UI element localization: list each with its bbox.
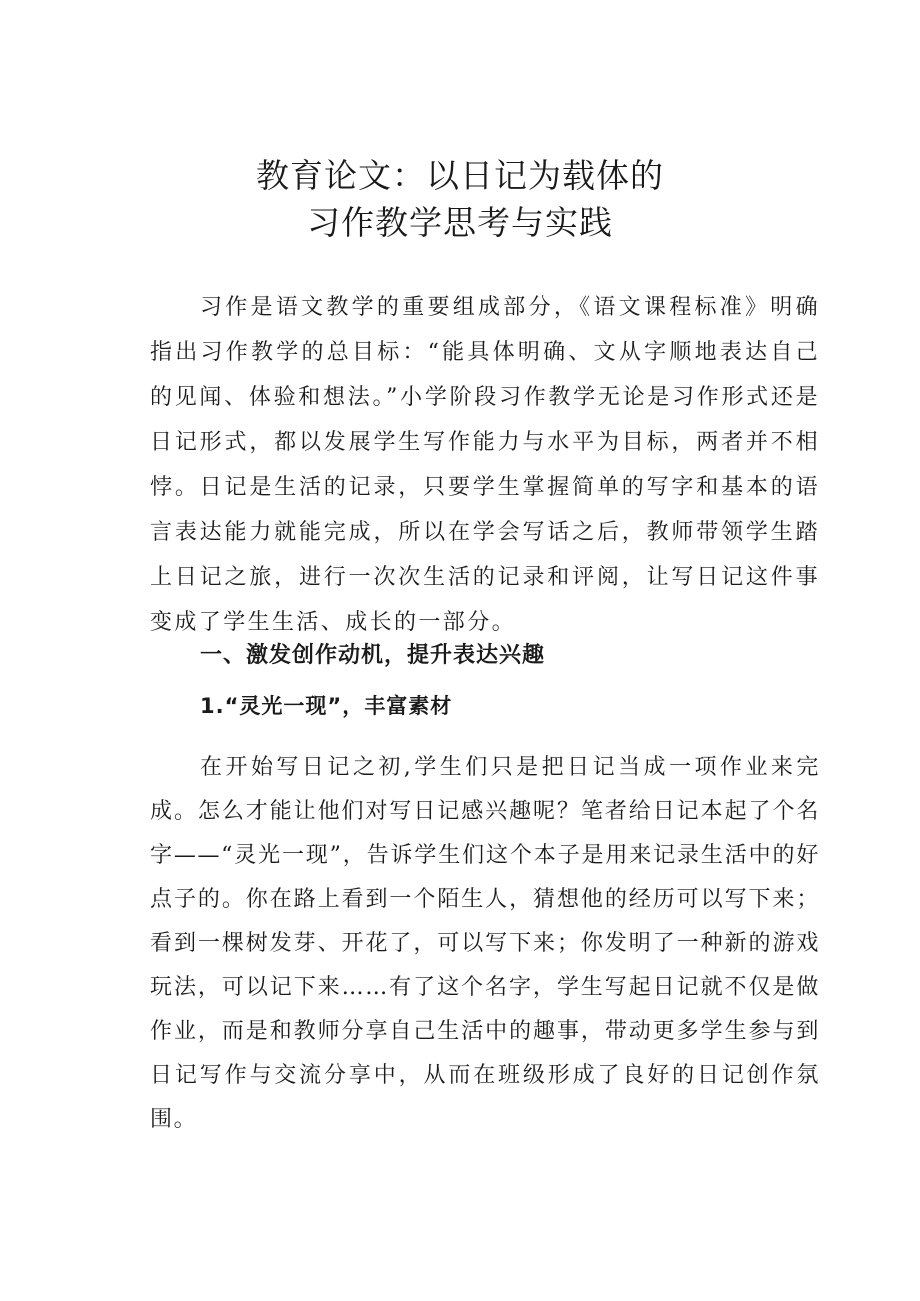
intro-paragraph: 习作是语文教学的重要组成部分，《语文课程标准》明确指出习作教学的总目标：“能具体明确、文从字顺地表达自己的见闻、体验和想法。”小学阶段习作教学无论是习作形式还是日记形式，都以发展学生写作能力与水平为目标，两者并不相悖。日记是生活的记录，只要学生掌握简单的写字和基本的语言表达能力就能完成，所以在学会写话之后，教师带领学生踏上日记之旅，进行一次次生活的记录和评阅，让写日记这件事变成了学生生活、成长的一部分。	[150, 295, 820, 635]
title-line-2: 习作教学思考与实践	[307, 203, 613, 242]
title-line-1: 教育论文：以日记为载体的	[256, 156, 664, 195]
document-title	[0, 152, 920, 246]
subsection-paragraph: 在开始写日记之初,学生们只是把日记当成一项作业来完成。怎么才能让他们对写日记感兴趣呢？笔者给日记本起了个名字——“灵光一现”，告诉学生们这个本子是用来记录生活中的好点子的。你在路上看到一个陌生人，猜想他的经历可以写下来；看到一棵树发芽、开花了，可以写下来；你发明了一种新的游戏玩法，可以记下来……有了这个名字，学生写起日记就不仅是做作业，而是和教师分享自己生活中的趣事，带动更多学生参与到日记写作与交流分享中，从而在班级形成了良好的日记创作氛围。	[150, 755, 820, 1132]
section-heading: 一、激发创作动机，提升表达兴趣	[200, 643, 546, 668]
subsection-heading: 1.“灵光一现”，丰富素材	[200, 694, 453, 718]
